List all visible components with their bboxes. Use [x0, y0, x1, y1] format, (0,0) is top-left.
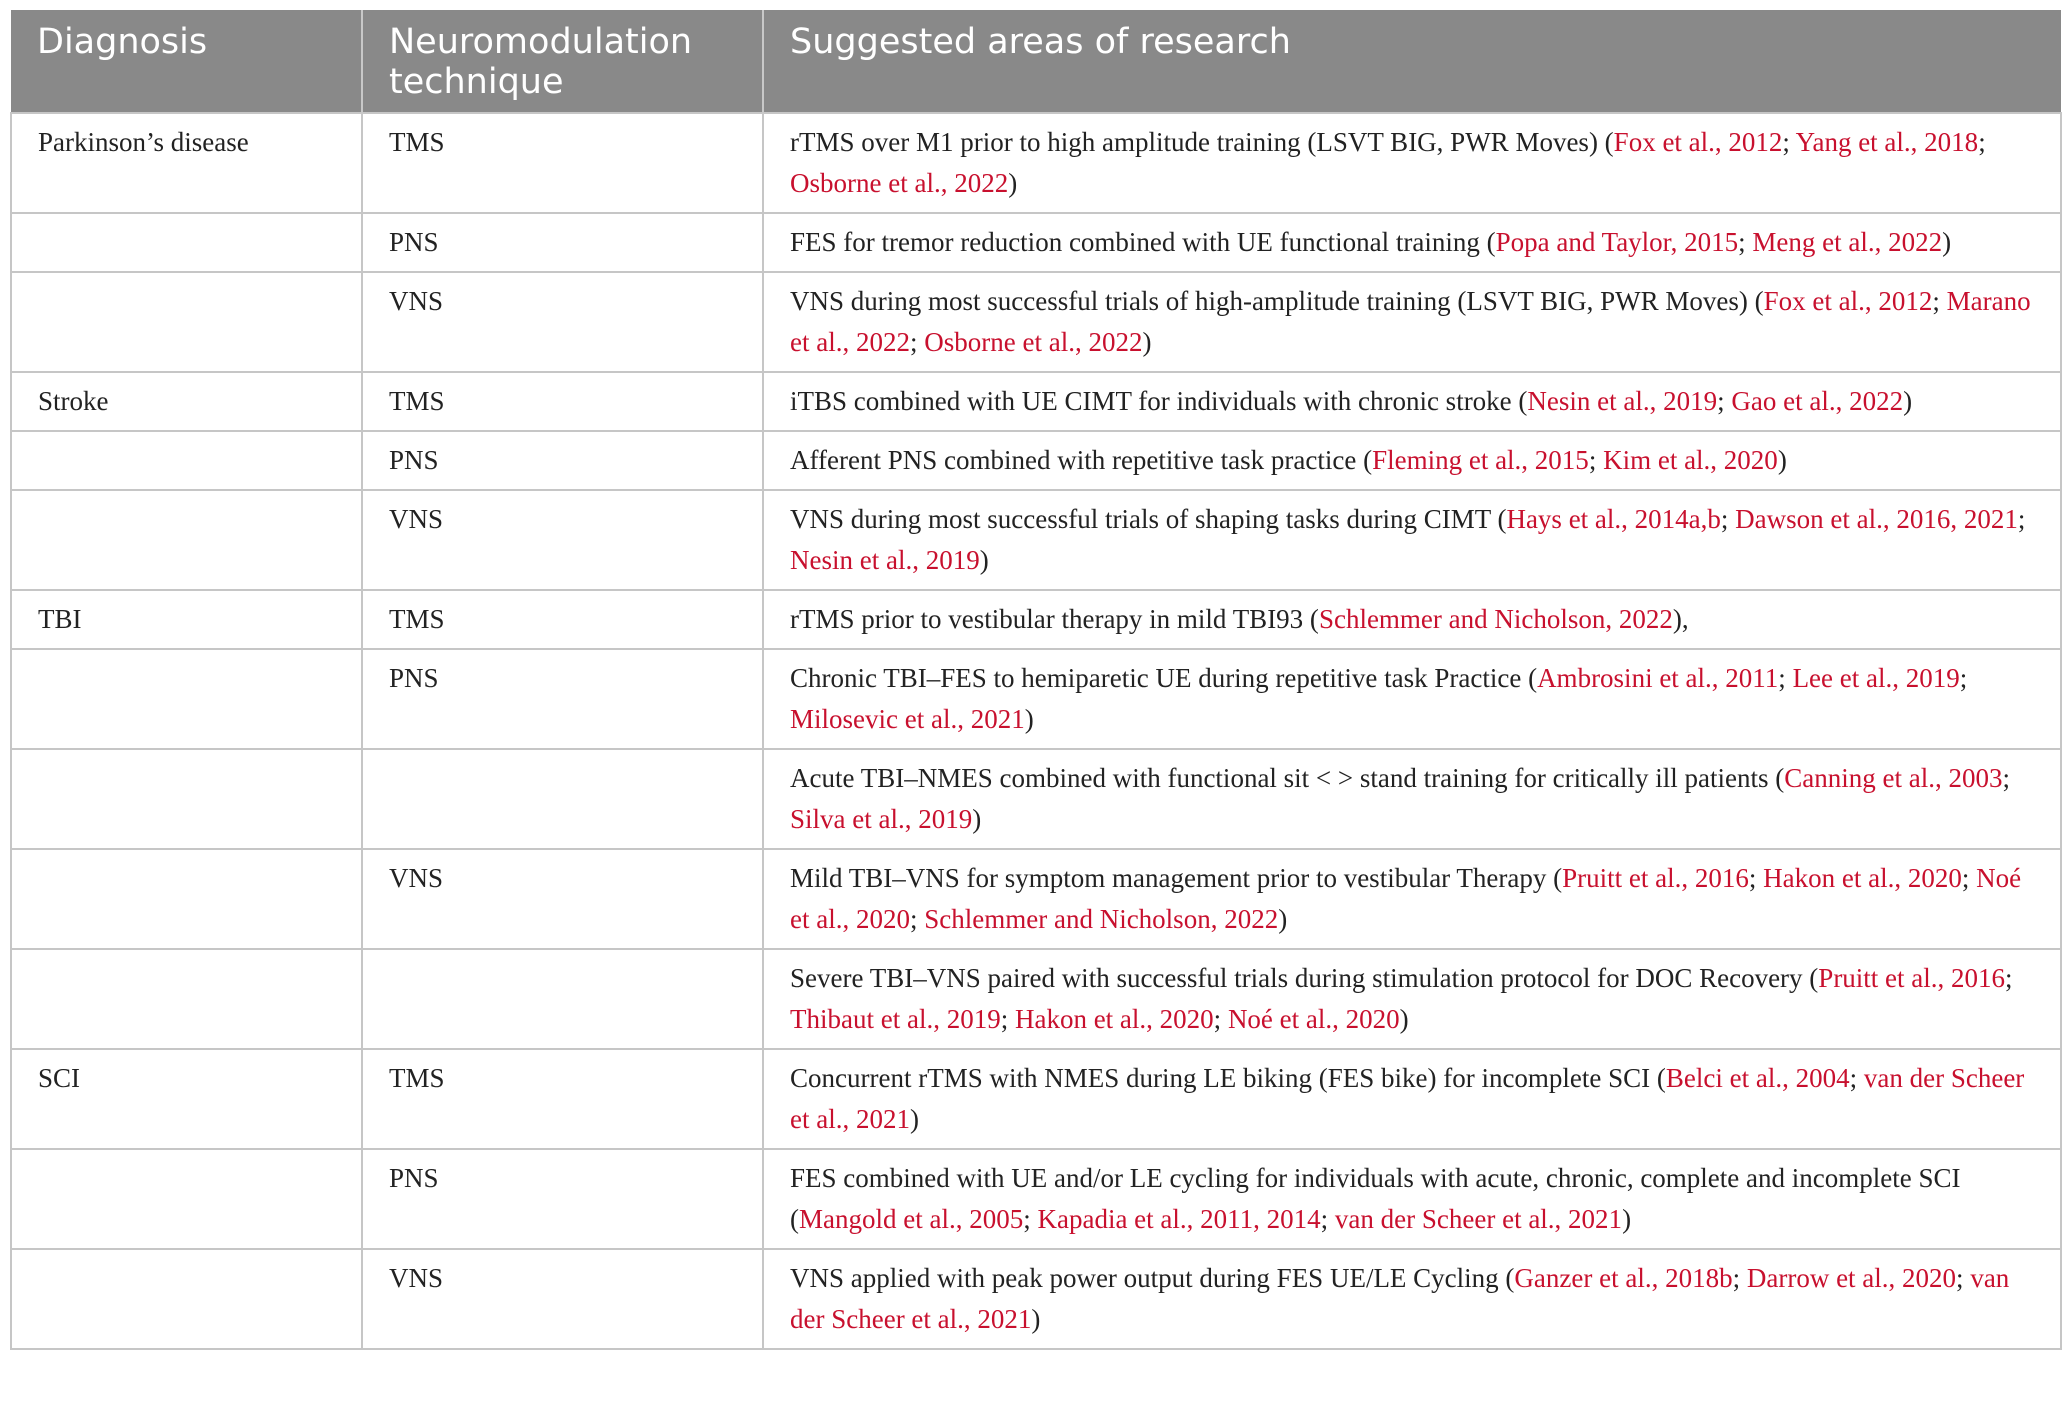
technique-cell: TMS [362, 590, 763, 649]
research-text: ; [1778, 663, 1793, 693]
diagnosis-cell [11, 1149, 362, 1249]
research-text: ; [2002, 763, 2011, 793]
research-text: Acute TBI–NMES combined with functional sit < > stand training for critically ill patients ( [790, 763, 1785, 793]
research-text: ), [1672, 604, 1689, 634]
citation-link[interactable]: van der Scheer et al., 2021 [790, 1263, 2010, 1334]
research-text: ; [1023, 1204, 1038, 1234]
research-text: ) [1942, 227, 1952, 257]
citation-link[interactable]: van der Scheer et al., 2021 [1334, 1204, 1623, 1234]
research-text: ) [979, 545, 989, 575]
research-text: Concurrent rTMS with NMES during LE biking (FES bike) for incomplete SCI ( [790, 1063, 1666, 1093]
research-text: ; [2005, 963, 2013, 993]
technique-cell [362, 949, 763, 1049]
technique-cell: PNS [362, 213, 763, 272]
citation-link[interactable]: Milosevic et al., 2021 [790, 704, 1025, 734]
diagnosis-cell [11, 949, 362, 1049]
citation-link[interactable]: Kapadia et al., 2011, 2014 [1037, 1204, 1321, 1234]
technique-cell: TMS [362, 113, 763, 213]
citation-link[interactable]: Darrow et al., 2020 [1746, 1263, 1957, 1293]
research-cell [763, 1049, 2061, 1149]
research-text: ; [1213, 1004, 1228, 1034]
research-cell [763, 213, 2061, 272]
citation-link[interactable]: Pruitt et al., 2016 [1818, 963, 2006, 993]
citation-link[interactable]: Mangold et al., 2005 [799, 1204, 1024, 1234]
research-cell [763, 113, 2061, 213]
research-text: ; [1320, 1204, 1335, 1234]
citation-link[interactable]: Ambrosini et al., 2011 [1537, 663, 1779, 693]
citation-link[interactable]: Fleming et al., 2015 [1372, 445, 1589, 475]
table-body [11, 113, 2061, 1349]
citation-link[interactable]: Noé et al., 2020 [790, 863, 2022, 934]
research-text: ; [1732, 1263, 1747, 1293]
research-text: ) [1024, 704, 1034, 734]
citation-link[interactable]: Fox et al., 2012 [1763, 286, 1933, 316]
citation-link[interactable]: Thibaut et al., 2019 [790, 1004, 1001, 1034]
research-text: FES combined with UE and/or LE cycling for individuals with acute, chronic, complete and incomplete SCI ( [790, 1163, 1961, 1234]
citation-link[interactable]: Marano et al., 2022 [790, 286, 2031, 357]
citation-link[interactable]: Osborne et al., 2022 [924, 327, 1143, 357]
research-cell [763, 272, 2061, 372]
header-row [11, 10, 2061, 113]
research-text: VNS applied with peak power output during FES UE/LE Cycling ( [790, 1263, 1515, 1293]
research-cell [763, 490, 2061, 590]
research-text: VNS during most successful trials of high-amplitude training (LSVT BIG, PWR Moves) ( [790, 286, 1764, 316]
research-text: ; [1961, 863, 1977, 893]
header-research: Suggested areas of research [763, 10, 2061, 113]
citation-link[interactable]: Hays et al., 2014a,b [1506, 504, 1721, 534]
research-text: ) [909, 1104, 919, 1134]
diagnosis-cell [11, 1249, 362, 1349]
diagnosis-cell [11, 431, 362, 490]
diagnosis-cell: Stroke [11, 372, 362, 431]
citation-link[interactable]: Dawson et al., 2016, 2021 [1735, 504, 2018, 534]
table-row [11, 490, 2061, 590]
research-text: ; [1959, 663, 1968, 693]
citation-link[interactable]: Silva et al., 2019 [790, 804, 973, 834]
research-cell [763, 1249, 2061, 1349]
technique-cell: VNS [362, 490, 763, 590]
research-text: ; [1717, 386, 1732, 416]
citation-link[interactable]: Canning et al., 2003 [1784, 763, 2003, 793]
research-text: ; [1000, 1004, 1015, 1034]
technique-cell: VNS [362, 1249, 763, 1349]
research-cell [763, 372, 2061, 431]
research-table-container [10, 10, 2060, 1350]
table-header [11, 10, 2061, 113]
citation-link[interactable]: Osborne et al., 2022 [790, 168, 1009, 198]
citation-link[interactable]: Kim et al., 2020 [1603, 445, 1778, 475]
citation-link[interactable]: Fox et al., 2012 [1613, 127, 1783, 157]
diagnosis-cell: Parkinson’s disease [11, 113, 362, 213]
research-text: ) [1622, 1204, 1632, 1234]
research-text: ) [1903, 386, 1913, 416]
citation-link[interactable]: van der Scheer et al., 2021 [790, 1063, 2025, 1134]
table-row [11, 590, 2061, 649]
research-cell [763, 590, 2061, 649]
research-text: ) [1399, 1004, 1409, 1034]
research-text: ; [1782, 127, 1796, 157]
research-text: Mild TBI–VNS for symptom management prior to vestibular Therapy ( [790, 863, 1563, 893]
citation-link[interactable]: Schlemmer and Nicholson, 2022 [924, 904, 1279, 934]
research-text: ; [1748, 863, 1764, 893]
research-text: ) [972, 804, 982, 834]
technique-cell: TMS [362, 372, 763, 431]
citation-link[interactable]: Hakon et al., 2020 [1763, 863, 1962, 893]
table-row [11, 1249, 2061, 1349]
research-text: ; [909, 327, 925, 357]
citation-link[interactable]: Meng et al., 2022 [1752, 227, 1943, 257]
diagnosis-cell [11, 213, 362, 272]
research-text: ) [1031, 1304, 1041, 1334]
technique-cell: TMS [362, 1049, 763, 1149]
research-text: ; [1720, 504, 1736, 534]
diagnosis-cell [11, 272, 362, 372]
research-text: rTMS prior to vestibular therapy in mild TBI93 ( [790, 604, 1319, 634]
technique-cell [362, 749, 763, 849]
research-cell [763, 949, 2061, 1049]
research-text: ) [1142, 327, 1152, 357]
research-text: ) [1278, 904, 1288, 934]
research-text: ) [1008, 168, 1018, 198]
research-text: Afferent PNS combined with repetitive task practice ( [790, 445, 1373, 475]
research-cell [763, 649, 2061, 749]
header-diagnosis: Diagnosis [11, 10, 362, 113]
research-text: iTBS combined with UE CIMT for individuals with chronic stroke ( [790, 386, 1528, 416]
table-row [11, 372, 2061, 431]
research-text: ; [909, 904, 925, 934]
technique-cell: VNS [362, 849, 763, 949]
technique-cell: PNS [362, 1149, 763, 1249]
citation-link[interactable]: Nesin et al., 2019 [790, 545, 980, 575]
technique-cell: VNS [362, 272, 763, 372]
research-text: ; [1978, 127, 1986, 157]
research-cell [763, 1149, 2061, 1249]
table-row [11, 213, 2061, 272]
table-row [11, 649, 2061, 749]
citation-link[interactable]: Lee et al., 2019 [1792, 663, 1960, 693]
research-text: Severe TBI–VNS paired with successful trials during stimulation protocol for DOC Recovery ( [790, 963, 1819, 993]
research-text: ; [1849, 1063, 1864, 1093]
research-table [10, 10, 2062, 1350]
research-text: ; [2017, 504, 2026, 534]
citation-link[interactable]: Belci et al., 2004 [1665, 1063, 1850, 1093]
research-cell [763, 749, 2061, 849]
diagnosis-cell [11, 649, 362, 749]
research-text: ; [1738, 227, 1753, 257]
table-row [11, 749, 2061, 849]
citation-link[interactable]: Schlemmer and Nicholson, 2022 [1318, 604, 1673, 634]
research-text: VNS during most successful trials of shaping tasks during CIMT ( [790, 504, 1507, 534]
diagnosis-cell [11, 749, 362, 849]
table-row [11, 949, 2061, 1049]
research-text: ; [1956, 1263, 1971, 1293]
technique-cell: PNS [362, 649, 763, 749]
header-technique: Neuromodulation technique [362, 10, 763, 113]
research-cell [763, 849, 2061, 949]
research-cell [763, 431, 2061, 490]
citation-link[interactable]: Ganzer et al., 2018b [1514, 1263, 1733, 1293]
citation-link[interactable]: Gao et al., 2022 [1731, 386, 1904, 416]
table-row [11, 1149, 2061, 1249]
research-text: ; [1588, 445, 1604, 475]
diagnosis-cell: TBI [11, 590, 362, 649]
table-row [11, 431, 2061, 490]
research-text: FES for tremor reduction combined with UE functional training ( [790, 227, 1496, 257]
table-row [11, 1049, 2061, 1149]
table-row [11, 849, 2061, 949]
research-text: ) [1777, 445, 1787, 475]
citation-link[interactable]: Yang et al., 2018 [1795, 127, 1979, 157]
citation-link[interactable]: Popa and Taylor, 2015 [1495, 227, 1739, 257]
diagnosis-cell: SCI [11, 1049, 362, 1149]
table-row [11, 113, 2061, 213]
citation-link[interactable]: Pruitt et al., 2016 [1562, 863, 1749, 893]
citation-link[interactable]: Noé et al., 2020 [1227, 1004, 1400, 1034]
citation-link[interactable]: Nesin et al., 2019 [1527, 386, 1718, 416]
research-text: Chronic TBI–FES to hemiparetic UE during repetitive task Practice ( [790, 663, 1538, 693]
diagnosis-cell [11, 849, 362, 949]
table-row [11, 272, 2061, 372]
citation-link[interactable]: Hakon et al., 2020 [1014, 1004, 1214, 1034]
technique-cell: PNS [362, 431, 763, 490]
diagnosis-cell [11, 490, 362, 590]
research-text: ; [1932, 286, 1947, 316]
research-text: rTMS over M1 prior to high amplitude training (LSVT BIG, PWR Moves) ( [790, 127, 1614, 157]
